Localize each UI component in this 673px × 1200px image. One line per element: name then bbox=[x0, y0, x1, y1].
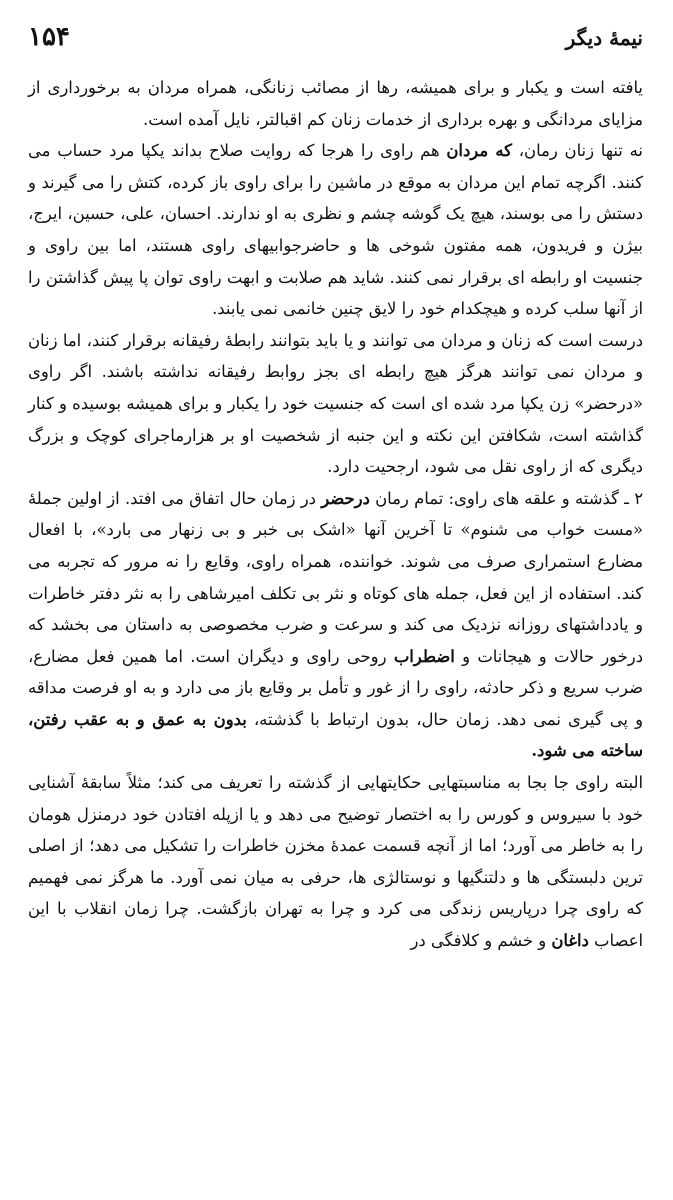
page-header bbox=[28, 22, 643, 72]
emphasized-text: که مردان bbox=[446, 141, 512, 161]
text-run: البته راوی جا بجا به مناسبتهایی حکایتهایی از گذشته را تعریف می کند؛ مثلاً سابقهٔ آشنایی خود با سیروس و کورس را به اختصار توضیح می دهد و یا ازپله افتادن خود درمنزل هومان را به خاطر می آورد؛ اما از آنچه قسمت عمدهٔ مخزن خاطرات را تشکیل می دهد؛ از اصلی ترین دلبستگی ها و دلتنگیها و نوستالژی ها، حرفی به میان نمی آورد. ما هرگز نمی فهمیم که راوی چرا درپاریس زندگی می کرد و چرا به تهران بازگشت. چرا زمان انقلاب با این اعصاب bbox=[28, 773, 643, 951]
text-run: ۲ ـ گذشته و علقه های راوی: تمام رمان bbox=[369, 488, 643, 508]
paragraph bbox=[28, 135, 643, 325]
text-run: و خشم و کلافگی در bbox=[410, 931, 552, 951]
emphasized-text: درحضر bbox=[321, 488, 370, 508]
emphasized-text: بدون به عمق و به عقب رفتن، ساخته می شود. bbox=[28, 709, 643, 761]
text-run: روحی راوی و دیگران است. اما همین فعل مضارع، ضرب سریع و ذکر حادثه، راوی را از غور و تأمل بر وقایع باز می دارد و به او فرصت مداقه و پی گیری نمی دهد. زمان حال، بدون ارتباط با گذشته، bbox=[28, 646, 643, 729]
paragraph bbox=[28, 72, 643, 135]
paragraph bbox=[28, 325, 643, 483]
paragraph bbox=[28, 483, 643, 767]
book-title: نیمهٔ دیگر bbox=[565, 26, 643, 50]
text-run: درست است که زنان و مردان می توانند و یا باید بتوانند رابطهٔ رفیقانه برقرار کنند، اما زنان و مردان نمی توانند هرگز هیچ رابطه ای بجز روابط رفیقانه نداشته باشند. اگر راوی «درحضر» زن یکپا مرد شده ای است که جنسیت خود را یکبار و برای همیشه بوسیده و کنار گذاشته است، شکافتن این نکته و این جنبه از شخصیت او بر هزارماجرای کوچک و بزرگ دیگری که از راوی نقل می شود، ارجحیت دارد. bbox=[28, 330, 643, 477]
text-run: هم راوی را هرجا که روایت صلاح بداند یکپا مرد حساب می کنند. اگرچه تمام این مردان به موقع در ماشین را برای راوی باز کرده، کتش را می گیرند و دستش را می بوسند، هیچ یک گوشه چشم و نظری به او ندارند. احسان، علی، حسین، ایرج، بیژن و فریدون، همه مفتون شوخی ها و حاضرجوابیهای راوی هستند، اما بین راوی و جنسیت او رابطه ای برقرار نمی کنند. شاید هم صلابت و ابهت راوی توان پا پیش گذاشتن را از آنها سلب کرده و هیچکدام خود را لایق چنین خانمی نمی یابند. bbox=[28, 141, 643, 319]
emphasized-text: داغان bbox=[551, 931, 589, 951]
page-number: ۱۵۴ bbox=[28, 22, 70, 52]
emphasized-text: اضطراب bbox=[393, 646, 455, 666]
body-text bbox=[28, 72, 643, 957]
paragraph bbox=[28, 767, 643, 957]
text-run: در زمان حال اتفاق می افتد. از اولین جملهٔ «مست خواب می شنوم» تا آخرین آنها «اشک بی خبر و بی زنهار می بارد»، با افعال مضارع استمراری صرف می شوند. خواننده، همراه راوی، وقایع را نه مرور که تجربه می کند. استفاده از این فعل، جمله های کوتاه و نثر بی تکلف امیرشاهی را به نثر دفتر خاطرات و یادداشتهای روزانه نزدیک می کند و سرعت و ضرب مخصوصی به داستان می بخشد که درخور حالات و هیجانات و bbox=[28, 488, 643, 666]
text-run: نه تنها زنان رمان، bbox=[511, 141, 643, 161]
text-run: یافته است و یکبار و برای همیشه، رها از مصائب زنانگی، همراه مردان به برخورداری از مزایای مردانگی و بهره برداری از خدمات زنان کم اقبالتر، نایل آمده است. bbox=[28, 78, 643, 129]
